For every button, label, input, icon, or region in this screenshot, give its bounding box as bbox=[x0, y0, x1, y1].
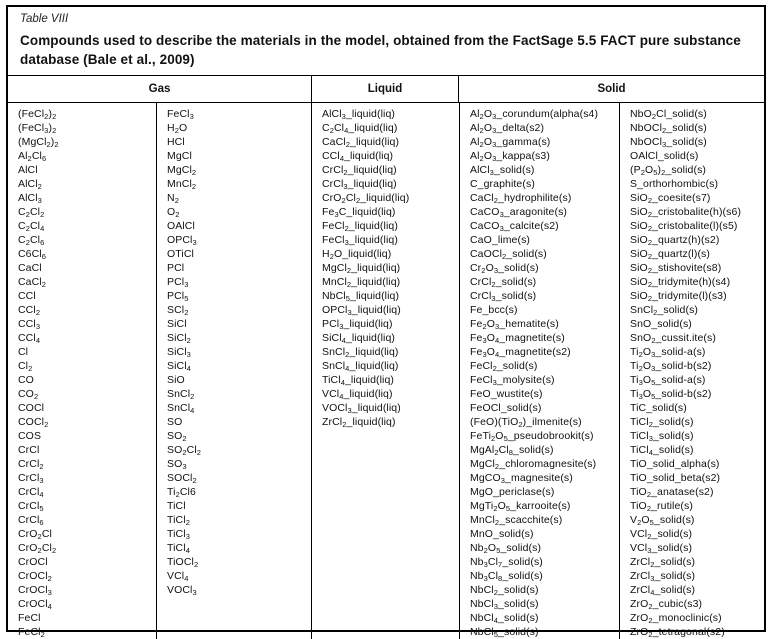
compound-entry: CaCl bbox=[18, 262, 42, 274]
compound-entry: FeCl$_3$_liquid(liq) bbox=[322, 234, 398, 247]
table-number-label: Table VIII bbox=[20, 13, 69, 25]
compound-entry: AlCl$_3$_solid(s) bbox=[470, 164, 535, 177]
compound-entry: CCl$_4$_liquid(liq) bbox=[322, 150, 394, 163]
compound-entry: PCl$_5$ bbox=[167, 290, 189, 303]
compound-entry: PCl$_3$ bbox=[167, 276, 189, 289]
compound-entry: CrCl$_4$ bbox=[18, 486, 44, 499]
compound-entry: ZrCl$_4$_solid(s) bbox=[630, 584, 696, 597]
compound-entry: CaOCl$_2$_solid(s) bbox=[470, 248, 547, 261]
compound-entry: SOCl$_2$ bbox=[167, 472, 197, 485]
compound-entry: VCl$_4$_liquid(liq) bbox=[322, 388, 393, 401]
compound-entry: PCl$_3$_liquid(liq) bbox=[322, 318, 393, 331]
compound-entry: $C_2Cl_4\_liquid(liq)$ bbox=[322, 122, 398, 135]
compound-entry: SiO$_2$_cristobalite(l)(s5) bbox=[630, 220, 738, 233]
table-body bbox=[8, 103, 764, 639]
compound-entry: CCl$_4$ bbox=[18, 332, 41, 345]
compound-entry: TiCl$_4$_solid(s) bbox=[630, 444, 694, 457]
compound-entry: $Ti_2O_3\_solid-a(s)$ bbox=[630, 346, 706, 359]
gas-column-2 bbox=[156, 103, 311, 639]
compound-entry: $FeTi_2O_5\_pseudobrookit(s)$ bbox=[470, 430, 594, 443]
compound-entry: $C_2Cl_2$ bbox=[18, 206, 45, 219]
compound-entry: $Al_2O_3\_kappa(s3)$ bbox=[470, 150, 550, 163]
compound-entry: COCl bbox=[18, 402, 45, 414]
compound-entry: ZrCl$_2$_solid(s) bbox=[630, 556, 696, 569]
compound-entry: (FeO)(TiO$_2$)_ilmenite(s) bbox=[470, 416, 582, 429]
compound-entry: SnCl$_2$_liquid(liq) bbox=[322, 346, 399, 359]
compound-entry: $Ti_2O_3\_solid-b(s2)$ bbox=[630, 360, 712, 373]
compound-entry: FeCl$_2$_solid(s) bbox=[470, 360, 538, 373]
compound-entry: $C6Cl_6$ bbox=[18, 248, 47, 261]
compound-entry: NbCl$_2$_solid(s) bbox=[470, 584, 539, 597]
compound-entry: $Nb_3Cl_7\_solid(s)$ bbox=[470, 556, 543, 569]
compound-entry: $N_2$ bbox=[167, 192, 179, 205]
compound-entry: $O_2$ bbox=[167, 206, 180, 219]
compound-entry: TiCl$_4$ bbox=[167, 542, 190, 555]
column-header-liquid: Liquid bbox=[311, 76, 459, 102]
compound-entry: VOCl$_3$_liquid(liq) bbox=[322, 402, 401, 415]
compound-entry: SiO$_2$_cristobalite(h)(s6) bbox=[630, 206, 742, 219]
compound-entry: MgCO$_3$_magnesite(s) bbox=[470, 472, 573, 485]
compound-entry: CrOCl$_4$ bbox=[18, 598, 52, 611]
table-caption: Compounds used to describe the materials in the model, obtained from the FactSage 5.5 FACT pure substance database (Bale et al., 2009) bbox=[20, 33, 741, 67]
compound-entry: CrCl$_3$ bbox=[18, 472, 44, 485]
compound-entry: $Fe_3O_4\_magnetite(s)$ bbox=[470, 332, 565, 345]
compound-entry: SO bbox=[167, 416, 183, 428]
compound-entry: SiO$_2$_stishovite(s8) bbox=[630, 262, 722, 275]
compound-entry: SnCl$_2$_solid(s) bbox=[630, 304, 699, 317]
compound-entry: VCl$_2$_solid(s) bbox=[630, 528, 693, 541]
compound-entry: TiCl$_2$ bbox=[167, 514, 190, 527]
column-header-solid: Solid bbox=[597, 83, 626, 95]
compound-entry: SiCl$_2$ bbox=[167, 332, 191, 345]
compound-entry: MgCl bbox=[167, 150, 192, 162]
compound-entry: NbCl$_4$_solid(s) bbox=[470, 612, 539, 625]
compound-entry: MnCl$_2$_scacchite(s) bbox=[470, 514, 563, 527]
compound-entry: SnO_solid(s) bbox=[630, 318, 692, 330]
compound-entry: $(FeCl_2)_2$ bbox=[18, 108, 57, 121]
compound-entry: $Al_2O_3\_corundum(alpha(s4)$ bbox=[470, 108, 599, 121]
compound-entry: FeCl$_2$ bbox=[18, 626, 45, 639]
gas-column-1 bbox=[8, 103, 156, 639]
compound-entry: AlCl$_3$ bbox=[18, 192, 42, 205]
compound-entry: CaCO$_3$_calcite(s2) bbox=[470, 220, 559, 233]
compound-entry: SiO$_2$_coesite(s7) bbox=[630, 192, 711, 205]
compound-entry: CO bbox=[18, 374, 34, 386]
compound-entry: $(MgCl_2)_2$ bbox=[18, 136, 59, 149]
compound-entry: $Ti_3O_5\_solid-b(s2)$ bbox=[630, 388, 712, 401]
compound-entry: $Al_2O_3\_delta(s2)$ bbox=[470, 122, 545, 135]
compound-entry: SiCl$_4$_liquid(liq) bbox=[322, 332, 395, 345]
compound-entry: PCl bbox=[167, 262, 185, 274]
compound-entry: MnCl$_2$_liquid(liq) bbox=[322, 276, 401, 289]
compound-entry: SnCl$_4$_liquid(liq) bbox=[322, 360, 399, 373]
compound-entry: SnO$_2$_cussit.ite(s) bbox=[630, 332, 716, 345]
compound-entry: CrCl bbox=[18, 444, 40, 456]
compound-entry: SiO$_2$_tridymite(h)(s4) bbox=[630, 276, 731, 289]
compound-entry: FeCl$_2$_liquid(liq) bbox=[322, 220, 398, 233]
compound-entry: NbCl$_5$_liquid(liq) bbox=[322, 290, 400, 303]
compound-entry: SiO$_2$_quartz(l)(s) bbox=[630, 248, 710, 261]
compound-entry: SnCl$_4$ bbox=[167, 402, 195, 415]
compound-entry: CaCl$_2$_liquid(liq) bbox=[322, 136, 400, 149]
compound-entry: $C_2Cl_4$ bbox=[18, 220, 45, 233]
compound-entry: VCl$_4$ bbox=[167, 570, 189, 583]
compound-entry: SiCl$_3$ bbox=[167, 346, 191, 359]
compound-entry: MnO_solid(s) bbox=[470, 528, 534, 540]
compound-entry: MgO_periclase(s) bbox=[470, 486, 555, 498]
compound-entry: OPCl$_3$_liquid(liq) bbox=[322, 304, 401, 317]
compound-entry: SiO$_2$_tridymite(l)(s3) bbox=[630, 290, 727, 303]
compound-entry: TiOCl$_2$ bbox=[167, 556, 199, 569]
compound-entry: $SO_2Cl_2$ bbox=[167, 444, 202, 457]
compound-entry: TiCl$_2$_solid(s) bbox=[630, 416, 694, 429]
compound-entry: $Al_2O_3\_gamma(s)$ bbox=[470, 136, 551, 149]
table-frame bbox=[6, 5, 766, 639]
compound-entry: NbOCl$_3$_solid(s) bbox=[630, 136, 707, 149]
compound-entry: VOCl$_3$ bbox=[167, 584, 197, 597]
liquid-column bbox=[311, 103, 459, 639]
compound-entry: SiO bbox=[167, 374, 185, 386]
compound-entry: TiCl$_3$ bbox=[167, 528, 190, 541]
compound-entry: MnCl$_2$ bbox=[167, 178, 197, 191]
compound-entry: TiO$_2$_rutile(s) bbox=[630, 500, 693, 513]
compound-entry: $(P_2O_5)_2\_solid(s)$ bbox=[630, 164, 707, 177]
compound-entry: ZrCl$_2$_liquid(liq) bbox=[322, 416, 396, 429]
compound-entry: $(FeCl_3)_2$ bbox=[18, 122, 57, 135]
compound-entry: S_orthorhombic(s) bbox=[630, 178, 719, 190]
compound-entry: TiO$_2$_anatase(s2) bbox=[630, 486, 714, 499]
compound-entry: $C_2Cl_6$ bbox=[18, 234, 45, 247]
compound-entry: FeCl$_3$ bbox=[167, 108, 194, 121]
compound-entry: CrOCl$_2$ bbox=[18, 570, 52, 583]
compound-entry: CaCO$_3$_aragonite(s) bbox=[470, 206, 568, 219]
compound-entry: SiCl$_4$ bbox=[167, 360, 191, 373]
compound-entry: $V_2O_5\_solid(s)$ bbox=[630, 514, 695, 527]
compound-entry: CCl bbox=[18, 290, 36, 302]
column-header-row bbox=[8, 76, 764, 103]
compound-entry: SCl$_2$ bbox=[167, 304, 189, 317]
compound-entry: CrCl$_2$_liquid(liq) bbox=[322, 164, 397, 177]
compound-entry: CrCl$_2$ bbox=[18, 458, 44, 471]
compound-entry: SiCl bbox=[167, 318, 187, 330]
column-header-gas: Gas bbox=[148, 83, 171, 95]
compound-entry: $H_2O$ bbox=[167, 122, 188, 135]
compound-entry: FeCl bbox=[18, 612, 41, 624]
compound-entry: $Cl_2$ bbox=[18, 360, 33, 373]
compound-entry: $CO_2$ bbox=[18, 388, 39, 401]
compound-entry: CCl$_3$ bbox=[18, 318, 41, 331]
compound-entry: MgCl$_2$_chloromagnesite(s) bbox=[470, 458, 597, 471]
compound-entry: $CrO_2Cl_2\_liquid(liq)$ bbox=[322, 192, 410, 205]
table-title-block bbox=[8, 7, 764, 76]
compound-entry: $Nb_2O_5\_solid(s)$ bbox=[470, 542, 542, 555]
compound-entry: COCl$_2$ bbox=[18, 416, 49, 429]
compound-entry: $Ti_2Cl6$ bbox=[167, 486, 196, 499]
compound-entry: NbO$_2$Cl_solid(s) bbox=[630, 108, 707, 121]
compound-entry: AlCl bbox=[18, 164, 38, 176]
compound-entry: $MgAl_2Cl_8\_solid(s)$ bbox=[470, 444, 554, 457]
compound-entry: $Nb_3Cl_8\_solid(s)$ bbox=[470, 570, 543, 583]
compound-entry: CrCl$_3$_solid(s) bbox=[470, 290, 537, 303]
compound-entry: TiCl bbox=[167, 500, 186, 512]
compound-entry: OTiCl bbox=[167, 248, 194, 260]
compound-entry: MgCl$_2$_liquid(liq) bbox=[322, 262, 401, 275]
compound-entry: VCl$_3$_solid(s) bbox=[630, 542, 693, 555]
compound-entry: NbCl$_5$_solid(s) bbox=[470, 626, 539, 639]
compound-entry: CrCl$_6$ bbox=[18, 514, 44, 527]
solid-column-1 bbox=[459, 103, 619, 639]
compound-entry: NbOCl$_2$_solid(s) bbox=[630, 122, 707, 135]
compound-entry: CrCl$_5$ bbox=[18, 500, 44, 513]
compound-entry: SiO$_2$_quartz(h)(s2) bbox=[630, 234, 720, 247]
compound-entry: AlCl$_3$_liquid(liq) bbox=[322, 108, 395, 121]
compound-entry: Cl bbox=[18, 346, 29, 358]
compound-entry: $Cr_2O_3\_solid(s)$ bbox=[470, 262, 539, 275]
compound-entry: OPCl$_3$ bbox=[167, 234, 197, 247]
compound-entry: TiCl$_4$_liquid(liq) bbox=[322, 374, 395, 387]
compound-entry: CrOCl bbox=[18, 556, 48, 568]
compound-entry: FeO_wustite(s) bbox=[470, 388, 543, 400]
compound-entry: COS bbox=[18, 430, 42, 442]
compound-entry: MgCl$_2$ bbox=[167, 164, 197, 177]
compound-entry: $Al_2Cl_6$ bbox=[18, 150, 47, 163]
compound-entry: $Fe_3O_4\_magnetite(s2)$ bbox=[470, 346, 571, 359]
compound-entry: ZrCl$_3$_solid(s) bbox=[630, 570, 696, 583]
compound-entry: $Fe_2O_3\_hematite(s)$ bbox=[470, 318, 559, 331]
compound-entry: NbCl$_3$_solid(s) bbox=[470, 598, 539, 611]
compound-entry: OAlCl_solid(s) bbox=[630, 150, 699, 162]
compound-entry: CaCl$_2$_hydrophilite(s) bbox=[470, 192, 572, 205]
compound-entry: CaCl$_2$ bbox=[18, 276, 47, 289]
compound-entry: TiO_solid_alpha(s) bbox=[630, 458, 720, 470]
compound-entry: FeOCl_solid(s) bbox=[470, 402, 542, 414]
compound-entry: $Ti_3O_5\_solid-a(s)$ bbox=[630, 374, 706, 387]
compound-entry: ZrO$_2$_cubic(s3) bbox=[630, 598, 703, 611]
compound-entry: TiO_solid_beta(s2) bbox=[630, 472, 721, 484]
compound-entry: ZrO$_2$_monoclinic(s) bbox=[630, 612, 722, 625]
compound-entry: C_graphite(s) bbox=[470, 178, 535, 190]
compound-entry: TiC_solid(s) bbox=[630, 402, 687, 414]
solid-column-2 bbox=[619, 103, 764, 639]
compound-entry: AlCl$_2$ bbox=[18, 178, 42, 191]
compound-entry: CrCl$_2$_solid(s) bbox=[470, 276, 537, 289]
compound-entry: CrCl$_3$_liquid(liq) bbox=[322, 178, 397, 191]
compound-entry: HCl bbox=[167, 136, 185, 148]
compound-entry: $SO_2$ bbox=[167, 430, 187, 443]
compound-entry: CrO$_2$Cl bbox=[18, 528, 52, 541]
compound-entry: TiCl$_3$_solid(s) bbox=[630, 430, 694, 443]
compound-entry: $Fe_3C\_liquid(liq)$ bbox=[322, 206, 396, 219]
compound-entry: $SO_3$ bbox=[167, 458, 187, 471]
compound-entry: CaO_lime(s) bbox=[470, 234, 531, 246]
compound-entry: $CrO_2Cl_2$ bbox=[18, 542, 57, 555]
compound-entry: OAlCl bbox=[167, 220, 195, 232]
compound-entry: $MgTi_2O_5\_karrooite(s)$ bbox=[470, 500, 571, 513]
compound-entry: CCl$_2$ bbox=[18, 304, 41, 317]
compound-entry: Fe_bcc(s) bbox=[470, 304, 518, 316]
compound-entry: SnCl$_2$ bbox=[167, 388, 195, 401]
compound-entry: ZrO$_2$_tetragonal(s2) bbox=[630, 626, 725, 639]
compound-entry: CrOCl$_3$ bbox=[18, 584, 52, 597]
compound-entry: $H_2O\_liquid(liq)$ bbox=[322, 248, 392, 261]
compound-entry: FeCl$_3$_molysite(s) bbox=[470, 374, 555, 387]
